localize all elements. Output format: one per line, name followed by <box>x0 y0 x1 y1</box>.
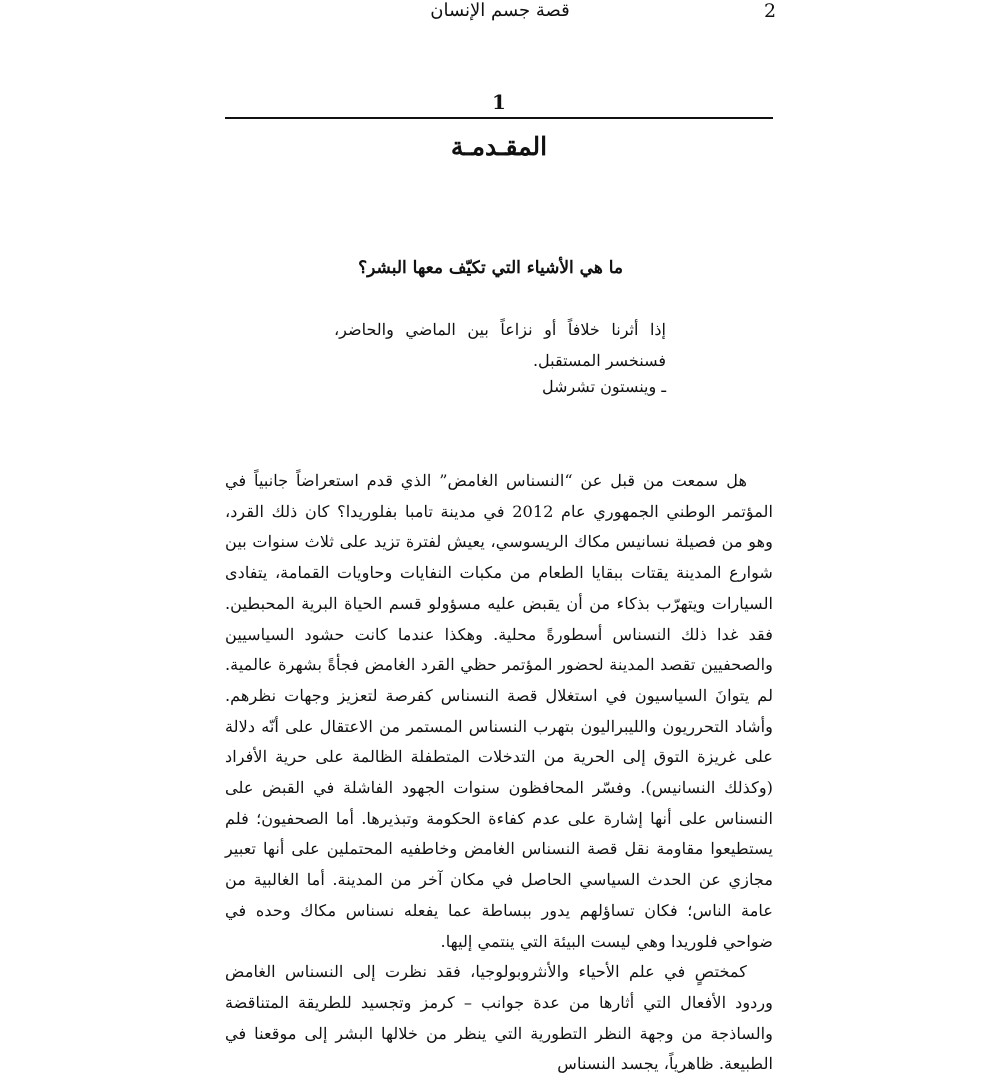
body-paragraph: هل سمعت من قبل عن “النسناس الغامض” الذي قدم استعراضاً جانبياً في المؤتمر الوطني الجمهوري عام 2012 في مدينة تامبا بفلوريدا؟ كان ذلك القرد، وهو من فصيلة نسانيس مكاك الريسوسي، يعيش لفترة تزيد على ثلاث سنوات بين شوارع المدينة يقتات ببقايا الطعام من مكبات النفايات وحاويات القمامة، يتفادى السيارات ويتهرّب بذكاء من أن يقبض عليه مسؤولو قسم الحياة البرية المحبطين. فقد غدا ذلك النسناس أسطورةً محلية. وهكذا عندما كانت حشود السياسيين والصحفيين تقصد المدينة لحضور المؤتمر حظي القرد الغامض فجأةً بشهرة عالمية. لم يتوانَ السياسيون في استغلال قصة النسناس كفرصة لتعزيز وجهات نظرهم. وأشاد التحرريون والليبراليون بتهرب النسناس المستمر من الاعتقال على أنّه دلالة على غريزة التوق إلى الحرية من التدخلات المتطفلة الظالمة على حرية الأفراد (وكذلك النسانيس). وفسّر المحافظون سنوات الجهود الفاشلة في القبض على النسناس على أنها إشارة على عدم كفاءة الحكومة وتبذيرها. أما الصحفيون؛ فلم يستطيعوا مقاومة نقل قصة النسناس الغامض وخاطفيه المحتملين على أنها تعبير مجازي عن الحدث السياسي الحاصل في مكان آخر من المدينة. أما الغالبية من عامة الناس؛ فكان تساؤلهم يدور ببساطة عما يفعله نسناس مكاك وحده في ضواحي فلوريدا وهي ليست البيئة التي ينتمي إليها. <box>225 471 773 951</box>
running-header-title: قصة جسم الإنسان <box>430 0 570 21</box>
chapter-number: 1 <box>492 90 506 114</box>
epigraph-quote: إذا أثرنا خلافاً أو نزاعاً بين الماضي والحاضر، فسنخسر المستقبل. <box>334 320 666 370</box>
body-paragraph: كمختصٍ في علم الأحياء والأنثروبولوجيا، فقد نظرت إلى النسناس الغامض وردود الأفعال التي أثارها من عدة جوانب – كرمز وتجسيد للطريقة المتناقضة والساذجة من وجهة النظر التطورية التي ينظر من خلالها البشر إلى موقعنا في الطبيعة. ظاهرياً، يجسد النسناس <box>225 962 773 1074</box>
chapter-title: المقـدمـة <box>450 132 548 161</box>
body-text <box>225 466 773 1080</box>
page-number: 2 <box>764 0 777 22</box>
epigraph-author: ـ وينستون تشرشل <box>541 377 666 396</box>
chapter-divider <box>225 117 773 119</box>
section-heading: ما هي الأشياء التي تكيّف معها البشر؟ <box>358 258 623 278</box>
